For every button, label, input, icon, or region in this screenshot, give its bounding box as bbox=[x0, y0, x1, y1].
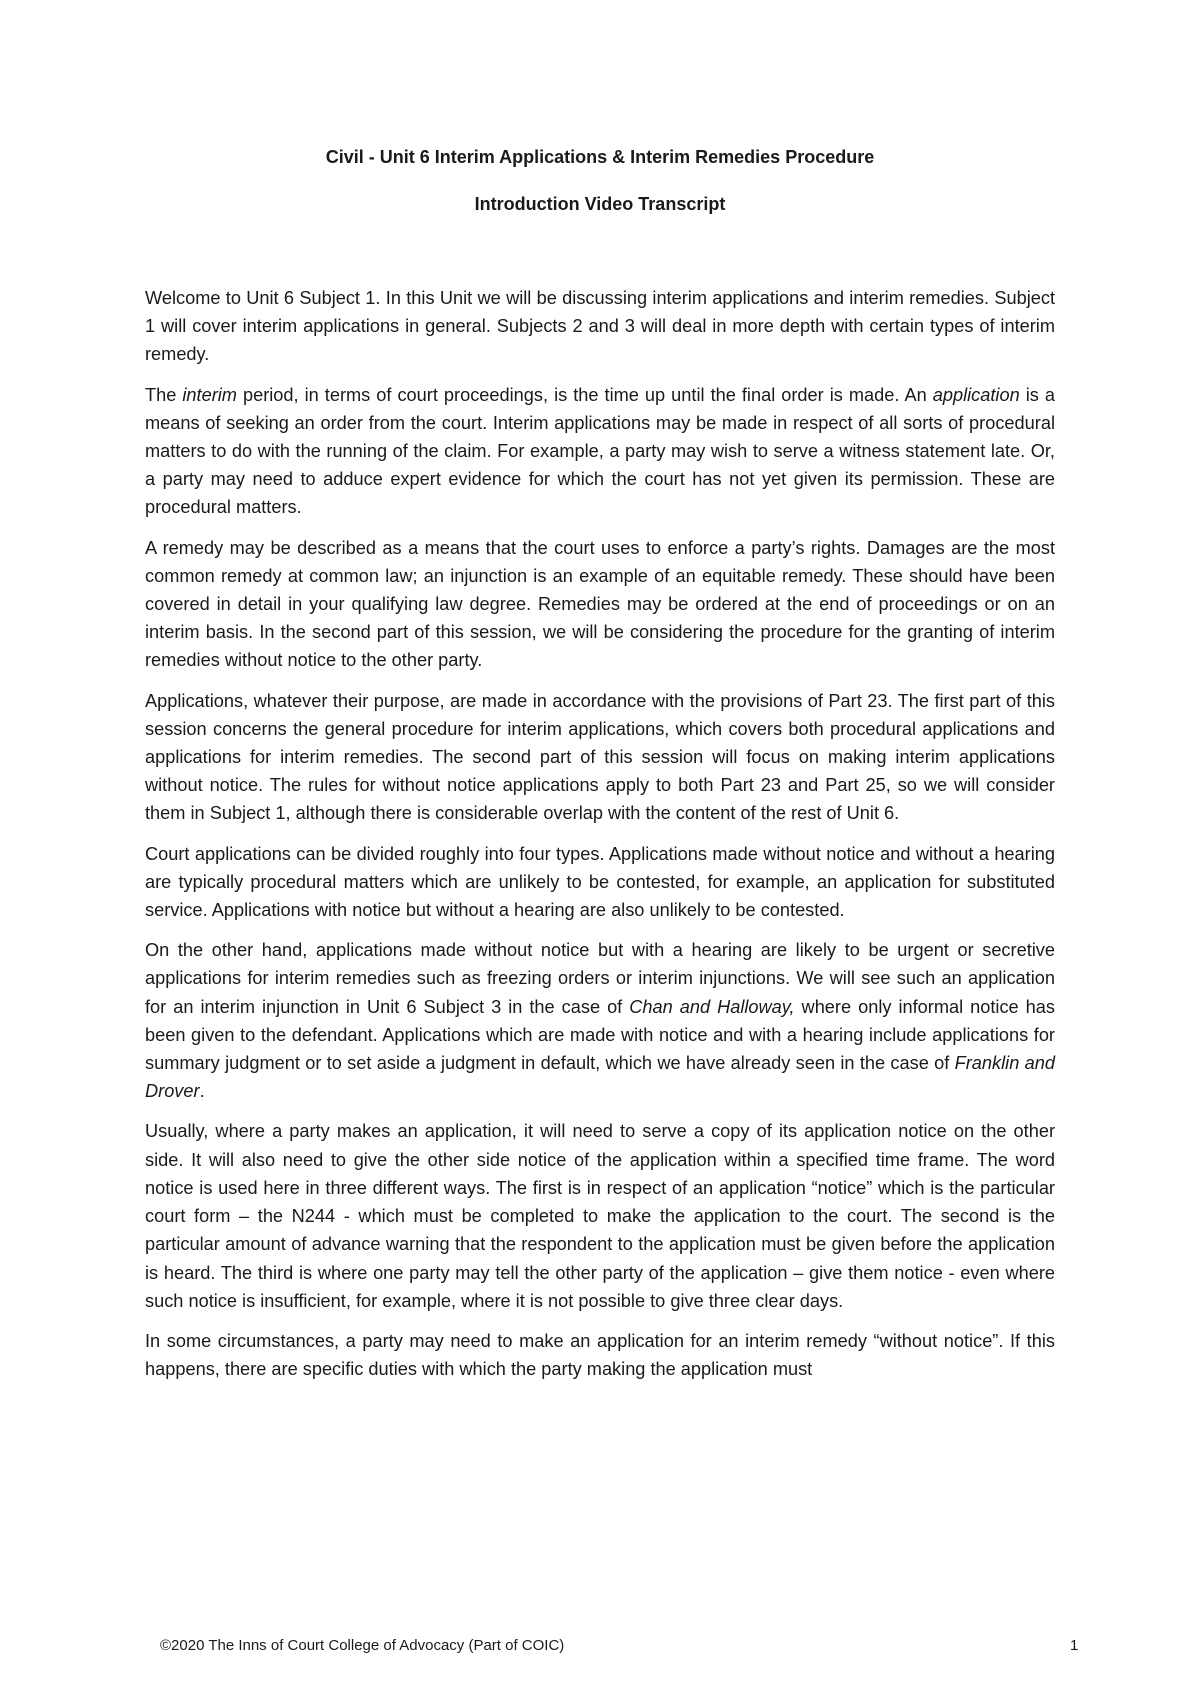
page-number: 1 bbox=[1070, 1637, 1079, 1654]
paragraph-without-notice-hearing: On the other hand, applications made without notice but with a hearing are likely to be urgent or secretive applications for interim remedies such as freezing orders or interim injunctions. We will see such an application for an interim injunction in Unit 6 Subject 3 in the case of Chan and Halloway, where only informal notice has been given to the defendant. Applications which are made with notice and with a hearing include applications for summary judgment or to set aside a judgment in default, which we have already seen in the case of Franklin and Drover. bbox=[145, 940, 1055, 1102]
paragraph-notice-meanings: Usually, where a party makes an application, it will need to serve a copy of its application notice on the other side. It will also need to give the other side notice of the application within a specified time frame. The word notice is used here in three different ways. The first is in respect of an application “notice” which is the particular court form – the N244 - which must be completed to make the application to the court. The second is the particular amount of advance warning that the respondent to the application must be given before the application is heard. The third is where one party may tell the other party of the application – give them notice - even where such notice is insufficient, for example, where it is not possible to give three clear days. bbox=[145, 1121, 1055, 1311]
paragraph-remedy: A remedy may be described as a means that the court uses to enforce a party’s rights. Damages are the most common remedy at common law; an injunction is an example of an equitable remedy. These should have been covered in detail in your qualifying law degree. Remedies may be ordered at the end of proceedings or on an interim basis. In the second part of this session, we will be considering the procedure for the granting of interim remedies without notice to the other party. bbox=[145, 537, 1055, 671]
paragraph-interim-period: The interim period, in terms of court proceedings, is the time up until the final order is made. An application is a means of seeking an order from the court. Interim applications may be made in respect of all sorts of procedural matters to do with the running of the claim. For example, a party may wish to serve a witness statement late. Or, a party may need to adduce expert evidence for which the court has not yet given its permission. These are procedural matters. bbox=[145, 384, 1055, 518]
paragraph-welcome: Welcome to Unit 6 Subject 1. In this Unit we will be discussing interim applications and interim remedies. Subject 1 will cover interim applications in general. Subjects 2 and 3 will deal in more depth with certain types of interim remedy. bbox=[145, 288, 1055, 365]
document-body bbox=[145, 284, 1055, 1395]
paragraph-four-types: Court applications can be divided roughly into four types. Applications made without notice and without a hearing are typically procedural matters which are unlikely to be contested, for example, an application for substituted service. Applications with notice but without a hearing are also unlikely to be contested. bbox=[145, 843, 1055, 921]
document-title: Civil - Unit 6 Interim Applications & Interim Remedies Procedure bbox=[325, 147, 875, 167]
paragraph-without-notice-duties: In some circumstances, a party may need to make an application for an interim remedy “without notice”. If this happens, there are specific duties with which the party making the application must bbox=[145, 1330, 1055, 1380]
paragraph-part-23: Applications, whatever their purpose, are made in accordance with the provisions of Part 23. The first part of this session concerns the general procedure for interim applications, which covers both procedural applications and applications for interim remedies. The second part of this session will focus on making interim applications without notice. The rules for without notice applications apply to both Part 23 and Part 25, so we will consider them in Subject 1, although there is considerable overlap with the content of the rest of Unit 6. bbox=[145, 690, 1055, 824]
footer-copyright: ©2020 The Inns of Court College of Advocacy (Part of COIC) bbox=[160, 1637, 565, 1654]
document-subtitle: Introduction Video Transcript bbox=[474, 194, 726, 214]
